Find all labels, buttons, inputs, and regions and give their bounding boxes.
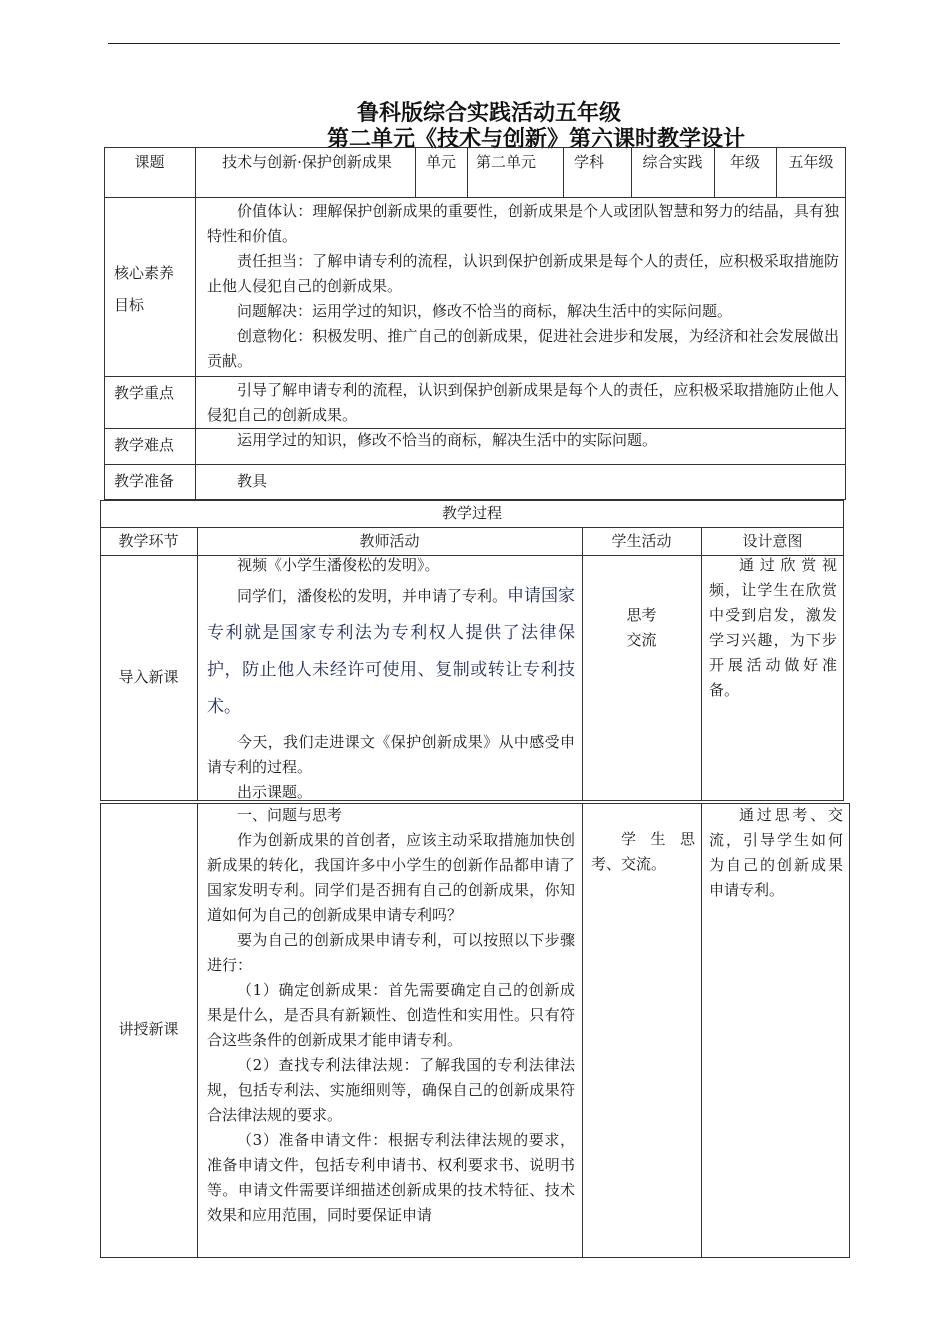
lecture-stage: 讲授新课 [118,1020,179,1038]
grade-label: 年级 [729,153,760,171]
header-intent: 设计意图 [742,532,803,550]
difficulty-text: 运用学过的知识，修改不恰当的商标，解决生活中的实际问题。 [237,431,658,449]
intro-stage: 导入新课 [118,668,179,686]
subject-label: 学科 [574,153,605,171]
doc-title-line2: 第二单元《技术与创新》第六课时教学设计 [327,127,746,152]
lecture-intent-text: 通过思考、交流，引导学生如何为自己的创新成果申请专利。 [709,806,843,899]
lecture-p1: 作为创新成果的首创者，应该主动采取措施加快创新成果的转化，我国许多中小学生的创新作品都申请了国家发明专利。同学们是否拥有自己的创新成果，你知道如何为自己的创新成果申请专利吗？ [207,831,575,924]
topic-label: 课题 [134,153,165,171]
header-teacher: 教师活动 [359,532,420,550]
prep-value [207,469,507,494]
topic-value: 技术与创新·保护创新成果 [222,153,392,171]
header-stage: 教学环节 [118,532,179,550]
subject-value: 综合实践 [642,153,703,171]
focus-text: 引导了解申请专利的流程，认识到保护创新成果是每个人的责任，应积极采取措施防止他人侵犯自己的创新成果。 [207,381,839,424]
lecture-heading: 一、问题与思考 [237,806,343,824]
intro-video: 视频《小学生潘俊松的发明》。 [237,556,440,574]
intro-intent-text: 通过欣赏视频，让学生在欣赏中受到启发，激发学习兴趣，为下步开展活动做好准备。 [709,556,837,699]
difficulty-label: 教学难点 [114,436,175,454]
prep-label: 教学准备 [114,472,175,490]
process-title: 教学过程 [441,504,502,522]
goals-text [207,199,839,374]
difficulty-value [207,428,839,453]
goal-problem-solving: 问题解决：运用学过的知识，修改不恰当的商标，解决生活中的实际问题。 [237,302,733,320]
intro-teacher [207,553,575,805]
intro-patent-a: 同学们，潘俊松的发明，并申请了专利。 [237,587,508,605]
unit-value: 第二单元 [476,153,537,171]
header-rule [108,43,840,44]
focus-label: 教学重点 [114,384,175,402]
goals-label: 核心素养目标 [114,264,175,314]
lecture-p2: 要为自己的创新成果申请专利，可以按照以下步骤进行： [207,931,575,974]
goal-creative: 创意物化：积极发明、推广自己的创新成果，促进社会进步和发展，为经济和社会发展做出贡献。 [207,327,839,370]
lecture-intent [709,803,843,903]
lecture-student [591,827,695,877]
intro-patent-b: 申请国家专利就是国家专利法为专利权人提供了法律保护，防止他人未经许可使用、复制或转让专利技术。 [207,586,576,717]
intro-student-1: 思考 [626,606,657,624]
intro-student-2: 交流 [626,631,657,649]
intro-intent [709,553,837,703]
intro-patent [207,578,575,726]
lecture-step2: （2）查找专利法律法规：了解我国的专利法律法规，包括专利法、实施细则等，确保自己的创新成果符合法律法规的要求。 [207,1056,575,1124]
grade-value: 五年级 [788,153,834,171]
goal-responsibility: 责任担当：了解申请专利的流程，认识到保护创新成果是每个人的责任，应积极采取措施防止他人侵犯自己的创新成果。 [207,252,839,295]
doc-title-line1: 鲁科版综合实践活动五年级 [357,101,622,126]
lecture-teacher [207,803,575,1228]
focus-value [207,378,839,428]
intro-show-title: 出示课题。 [237,783,313,801]
lecture-student-text: 学生思考、交流。 [591,830,695,873]
unit-label: 单元 [425,153,456,171]
prep-text: 教具 [237,472,268,490]
header-student: 学生活动 [611,532,672,550]
lecture-step3: （3）准备申请文件：根据专利法律法规的要求，准备申请文件，包括专利申请书、权利要求书、说明书等。申请文件需要详细描述创新成果的技术特征、技术效果和应用范围，同时要保证申请 [207,1131,575,1224]
intro-today: 今天，我们走进课文《保护创新成果》从中感受申请专利的过程。 [207,733,575,776]
goal-value: 价值体认：理解保护创新成果的重要性，创新成果是个人或团队智慧和努力的结晶，具有独特性和价值。 [207,202,839,245]
lecture-step1: （1）确定创新成果：首先需要确定自己的创新成果是什么，是否具有新颖性、创造性和实用性。只有符合这些条件的创新成果才能申请专利。 [207,981,575,1049]
